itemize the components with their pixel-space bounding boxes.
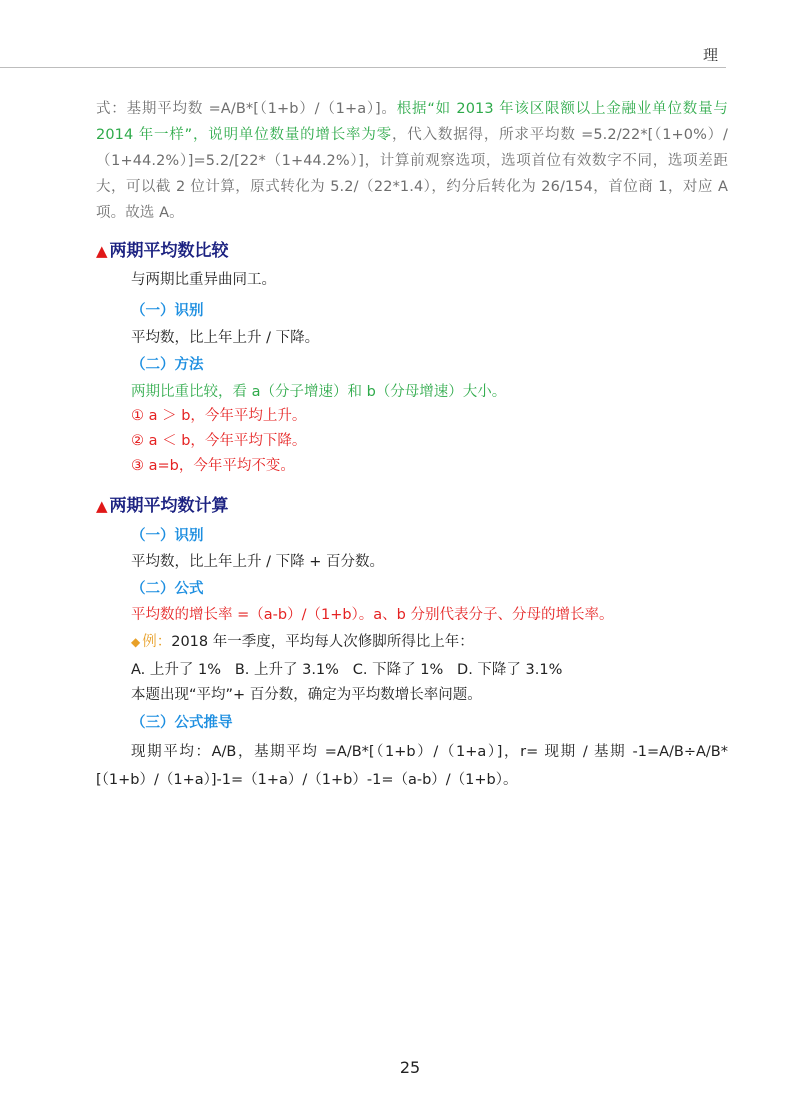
section-title-comparison [96, 236, 229, 261]
section-title-calculation [96, 491, 229, 516]
example-note: 本题出现“平均”+ 百分数，确定为平均数增长率问题。 [131, 687, 482, 703]
intro-text-1: 式：基期平均数 =A/B*[（1+b）/（1+a）]。 [96, 101, 397, 117]
rule-item: ① a ＞ b，今年平均上升。 [131, 408, 307, 424]
example-options: A. 上升了 1% B. 上升了 3.1% C. 下降了 1% D. 下降了 3.1% [131, 662, 563, 678]
page-number: 25 [399, 1058, 421, 1077]
section1-sub1-text: 平均数，比上年上升 / 下降。 [131, 330, 320, 346]
section2-sub1-title: （一）识别 [131, 528, 204, 544]
intro-text-highlight: 根据“如 2013 年该区限额以上金融业单位数量与 2014 年一样”，说明单位数量的增长率为零 [96, 101, 729, 143]
section2-sub3-title: （三）公式推导 [131, 715, 233, 731]
intro-paragraph [96, 96, 728, 226]
section-title-text: 两期平均数计算 [109, 496, 229, 516]
section1-sub2-text: 两期比重比较，看 a（分子增速）和 b（分母增速）大小。 [131, 384, 507, 400]
derivation-paragraph: 现期平均：A/B，基期平均 =A/B*[（1+b）/（1+a）]，r= 现期 / 基期 -1=A/B÷A/B*[（1+b）/（1+a）]-1=（1+a）/（1+b）-1=（a-b）/（1+b）。 [96, 744, 728, 788]
section1-sub2-title: （二）方法 [131, 357, 204, 373]
rule-item: ② a ＜ b，今年平均下降。 [131, 433, 307, 449]
intro-text-3: ，代入数据得，所求平均数 =5.2/22*[（1+0%）/（1+44.2%）]=5.2/[22*（1+44.2%）]，计算前观察选项，选项首位有效数字不同，选项差距大，可以截 2 位计算，原式转化为 5.2/（22*1.4），约分后转化为 26/154，首位商 1，对应 A 项。故选 A。 [96, 127, 728, 221]
section-title-text: 两期平均数比较 [109, 241, 229, 261]
section2-sub2-title: （二）公式 [131, 581, 204, 597]
example-text: 2018 年一季度，平均每人次修脚所得比上年： [171, 634, 474, 650]
header-divider [0, 67, 726, 68]
example-line [131, 632, 474, 652]
example-label: 例： [142, 634, 172, 650]
section2-sub1-text: 平均数，比上年上升 / 下降 + 百分数。 [131, 554, 384, 570]
header-mark: 理 [703, 46, 719, 64]
section1-intro: 与两期比重异曲同工。 [131, 272, 276, 288]
diamond-icon: ◆ [131, 635, 141, 649]
triangle-marker-icon: ▲ [96, 497, 108, 515]
rule-item: ③ a=b，今年平均不变。 [131, 458, 295, 474]
triangle-marker-icon: ▲ [96, 242, 108, 260]
section1-sub1-title: （一）识别 [131, 303, 204, 319]
formula-text: 平均数的增长率 =（a-b）/（1+b）。a、b 分别代表分子、分母的增长率。 [131, 607, 614, 623]
